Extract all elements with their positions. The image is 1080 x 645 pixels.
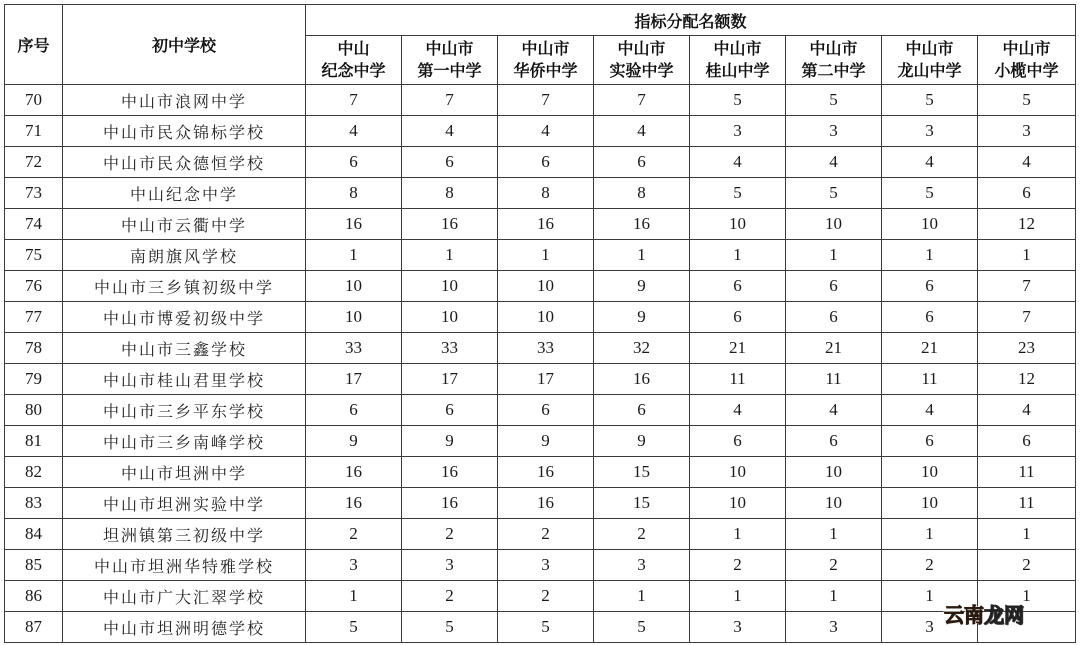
quota-value: 4 <box>690 147 786 178</box>
quota-value: 8 <box>498 178 594 209</box>
quota-value: 2 <box>498 519 594 550</box>
table-row <box>5 116 1076 147</box>
header-line1: 中山市 <box>521 39 570 58</box>
quota-value: 3 <box>402 550 498 581</box>
quota-value: 3 <box>690 612 786 643</box>
quota-value: 10 <box>402 271 498 302</box>
quota-value: 1 <box>978 519 1076 550</box>
quota-value: 1 <box>498 240 594 271</box>
quota-value: 21 <box>786 333 882 364</box>
table-row <box>5 302 1076 333</box>
school-name: 中山市坦洲实验中学 <box>63 488 306 519</box>
header-target-school <box>594 36 690 85</box>
quota-value: 16 <box>498 457 594 488</box>
quota-value: 4 <box>594 116 690 147</box>
header-line1: 中山市 <box>1002 39 1051 58</box>
quota-value: 10 <box>882 457 978 488</box>
table-row <box>5 333 1076 364</box>
quota-value: 6 <box>786 271 882 302</box>
quota-value: 5 <box>594 612 690 643</box>
quota-value: 11 <box>786 364 882 395</box>
quota-value: 6 <box>402 395 498 426</box>
school-name: 中山市三乡南峰学校 <box>63 426 306 457</box>
quota-value: 16 <box>306 488 402 519</box>
table-row <box>5 395 1076 426</box>
header-index: 序号 <box>5 5 63 85</box>
quota-value: 4 <box>882 147 978 178</box>
table-row <box>5 85 1076 116</box>
quota-value: 2 <box>978 550 1076 581</box>
row-index: 81 <box>5 426 63 457</box>
row-index: 79 <box>5 364 63 395</box>
quota-value: 2 <box>498 581 594 612</box>
table-header <box>5 5 1076 85</box>
quota-value: 10 <box>882 488 978 519</box>
quota-value: 10 <box>498 302 594 333</box>
school-name: 中山市民众德恒学校 <box>63 147 306 178</box>
quota-value: 7 <box>594 85 690 116</box>
table-row <box>5 612 1076 643</box>
quota-value: 9 <box>594 302 690 333</box>
school-name: 中山纪念中学 <box>63 178 306 209</box>
header-line2: 第一中学 <box>417 61 482 80</box>
table-row <box>5 550 1076 581</box>
row-index: 83 <box>5 488 63 519</box>
header-target-school <box>786 36 882 85</box>
row-index: 82 <box>5 457 63 488</box>
table-row <box>5 426 1076 457</box>
quota-value: 11 <box>978 488 1076 519</box>
header-line2: 实验中学 <box>609 61 674 80</box>
school-name: 中山市博爱初级中学 <box>63 302 306 333</box>
quota-value: 1 <box>882 581 978 612</box>
header-target-school <box>306 36 402 85</box>
quota-value: 5 <box>690 85 786 116</box>
quota-value: 16 <box>402 488 498 519</box>
table-row <box>5 457 1076 488</box>
quota-value: 3 <box>882 116 978 147</box>
school-name: 中山市云衢中学 <box>63 209 306 240</box>
quota-value: 9 <box>402 426 498 457</box>
row-index: 86 <box>5 581 63 612</box>
quota-value: 10 <box>786 209 882 240</box>
quota-value: 23 <box>978 333 1076 364</box>
quota-value: 9 <box>594 426 690 457</box>
quota-value: 15 <box>594 488 690 519</box>
quota-value: 9 <box>594 271 690 302</box>
quota-value: 4 <box>978 395 1076 426</box>
row-index: 71 <box>5 116 63 147</box>
quota-value: 1 <box>306 581 402 612</box>
quota-value: 1 <box>402 240 498 271</box>
header-line1: 中山 <box>337 39 370 58</box>
table-row <box>5 240 1076 271</box>
header-line2: 小榄中学 <box>994 61 1059 80</box>
quota-value: 16 <box>306 457 402 488</box>
quota-value: 6 <box>978 426 1076 457</box>
quota-value: 16 <box>498 488 594 519</box>
school-name: 中山市三鑫学校 <box>63 333 306 364</box>
quota-value: 17 <box>306 364 402 395</box>
header-line1: 中山市 <box>809 39 858 58</box>
quota-value: 1 <box>786 519 882 550</box>
row-index: 78 <box>5 333 63 364</box>
quota-value: 32 <box>594 333 690 364</box>
quota-value: 3 <box>594 550 690 581</box>
header-line1: 中山市 <box>905 39 954 58</box>
quota-value: 33 <box>498 333 594 364</box>
quota-value: 1 <box>882 240 978 271</box>
quota-value: 5 <box>882 178 978 209</box>
quota-value: 33 <box>402 333 498 364</box>
quota-value: 5 <box>306 612 402 643</box>
quota-value: 6 <box>882 302 978 333</box>
quota-value: 2 <box>594 519 690 550</box>
quota-value: 5 <box>786 85 882 116</box>
quota-value: 6 <box>498 147 594 178</box>
quota-value: 4 <box>498 116 594 147</box>
quota-value: 7 <box>978 271 1076 302</box>
quota-value: 1 <box>978 240 1076 271</box>
quota-value: 5 <box>402 612 498 643</box>
quota-value: 12 <box>978 364 1076 395</box>
header-target-school <box>690 36 786 85</box>
school-name: 中山市广大汇翠学校 <box>63 581 306 612</box>
quota-value: 6 <box>690 302 786 333</box>
quota-value: 3 <box>786 116 882 147</box>
header-line2: 纪念中学 <box>321 61 386 80</box>
school-name: 中山市浪网中学 <box>63 85 306 116</box>
school-name: 中山市坦洲中学 <box>63 457 306 488</box>
header-quota-group: 指标分配名额数 <box>306 5 1076 36</box>
quota-value: 1 <box>786 581 882 612</box>
school-name: 中山市三乡镇初级中学 <box>63 271 306 302</box>
quota-value: 4 <box>978 147 1076 178</box>
quota-value: 2 <box>690 550 786 581</box>
school-name: 中山市民众锦标学校 <box>63 116 306 147</box>
quota-value: 3 <box>978 116 1076 147</box>
quota-value: 10 <box>882 209 978 240</box>
quota-value: 2 <box>882 550 978 581</box>
header-line2: 桂山中学 <box>705 61 770 80</box>
quota-value: 17 <box>402 364 498 395</box>
table-row <box>5 178 1076 209</box>
quota-value: 1 <box>594 581 690 612</box>
school-name: 中山市坦洲明德学校 <box>63 612 306 643</box>
school-name: 中山市三乡平东学校 <box>63 395 306 426</box>
quota-value: 2 <box>786 550 882 581</box>
watermark-part2: 龙网 <box>984 603 1024 627</box>
quota-value: 6 <box>594 395 690 426</box>
quota-value: 6 <box>306 395 402 426</box>
quota-value: 11 <box>882 364 978 395</box>
quota-value: 4 <box>690 395 786 426</box>
quota-value: 3 <box>306 550 402 581</box>
quota-value: 4 <box>306 116 402 147</box>
row-index: 85 <box>5 550 63 581</box>
quota-value: 7 <box>306 85 402 116</box>
quota-value: 16 <box>306 209 402 240</box>
quota-value: 7 <box>978 302 1076 333</box>
quota-value: 16 <box>594 364 690 395</box>
row-index: 70 <box>5 85 63 116</box>
header-line1: 中山市 <box>425 39 474 58</box>
header-target-school <box>402 36 498 85</box>
quota-value: 4 <box>786 395 882 426</box>
quota-value: 6 <box>786 426 882 457</box>
quota-value: 10 <box>498 271 594 302</box>
quota-value: 10 <box>306 271 402 302</box>
school-name: 中山市桂山君里学校 <box>63 364 306 395</box>
quota-value: 2 <box>306 519 402 550</box>
table-row <box>5 271 1076 302</box>
table-row <box>5 147 1076 178</box>
watermark-part1: 云南 <box>944 603 984 627</box>
quota-value: 6 <box>306 147 402 178</box>
row-index: 75 <box>5 240 63 271</box>
header-target-school <box>978 36 1076 85</box>
quota-value: 9 <box>306 426 402 457</box>
quota-value: 1 <box>690 581 786 612</box>
quota-value: 1 <box>786 240 882 271</box>
school-name: 坦洲镇第三初级中学 <box>63 519 306 550</box>
table-body <box>5 85 1076 643</box>
quota-value: 5 <box>786 178 882 209</box>
row-index: 76 <box>5 271 63 302</box>
header-line2: 华侨中学 <box>513 61 578 80</box>
header-line1: 中山市 <box>617 39 666 58</box>
quota-value: 3 <box>786 612 882 643</box>
quota-value: 1 <box>306 240 402 271</box>
quota-value: 8 <box>306 178 402 209</box>
quota-value: 10 <box>690 488 786 519</box>
quota-value: 7 <box>402 85 498 116</box>
table-row <box>5 488 1076 519</box>
quota-value: 9 <box>498 426 594 457</box>
table-row <box>5 364 1076 395</box>
quota-value: 8 <box>594 178 690 209</box>
quota-value: 16 <box>402 209 498 240</box>
quota-value: 3 <box>690 116 786 147</box>
row-index: 87 <box>5 612 63 643</box>
quota-value: 6 <box>402 147 498 178</box>
quota-value: 1 <box>690 240 786 271</box>
header-target-school <box>882 36 978 85</box>
quota-value: 1 <box>978 581 1076 612</box>
quota-value: 6 <box>882 426 978 457</box>
quota-value: 10 <box>786 457 882 488</box>
header-target-school <box>498 36 594 85</box>
quota-value: 4 <box>882 395 978 426</box>
quota-value: 21 <box>690 333 786 364</box>
quota-value: 2 <box>402 581 498 612</box>
quota-value: 3 <box>882 612 978 643</box>
quota-value: 6 <box>498 395 594 426</box>
school-name: 南朗旗风学校 <box>63 240 306 271</box>
header-line2: 第二中学 <box>801 61 866 80</box>
quota-value: 6 <box>690 426 786 457</box>
header-line2: 龙山中学 <box>897 61 962 80</box>
quota-value: 10 <box>786 488 882 519</box>
quota-value: 6 <box>978 178 1076 209</box>
quota-value: 17 <box>498 364 594 395</box>
quota-value: 33 <box>306 333 402 364</box>
table-row <box>5 581 1076 612</box>
quota-value: 3 <box>498 550 594 581</box>
header-line1: 中山市 <box>713 39 762 58</box>
quota-value: 12 <box>978 209 1076 240</box>
quota-value: 6 <box>786 302 882 333</box>
quota-value: 1 <box>594 240 690 271</box>
table-row <box>5 209 1076 240</box>
row-index: 80 <box>5 395 63 426</box>
quota-value: 16 <box>594 209 690 240</box>
site-watermark <box>944 603 1024 627</box>
quota-value: 21 <box>882 333 978 364</box>
quota-value: 16 <box>498 209 594 240</box>
row-index: 77 <box>5 302 63 333</box>
row-index: 84 <box>5 519 63 550</box>
quota-value: 10 <box>690 457 786 488</box>
quota-value: 2 <box>402 519 498 550</box>
quota-value: 1 <box>882 519 978 550</box>
quota-value: 7 <box>498 85 594 116</box>
quota-value: 6 <box>690 271 786 302</box>
quota-value: 1 <box>690 519 786 550</box>
quota-value: 6 <box>594 147 690 178</box>
row-index: 72 <box>5 147 63 178</box>
quota-value: 11 <box>978 457 1076 488</box>
quota-value: 10 <box>402 302 498 333</box>
quota-value: 5 <box>498 612 594 643</box>
quota-value: 5 <box>690 178 786 209</box>
quota-value: 5 <box>882 85 978 116</box>
quota-value: 10 <box>690 209 786 240</box>
quota-value: 10 <box>306 302 402 333</box>
table-row <box>5 519 1076 550</box>
quota-value: 16 <box>402 457 498 488</box>
quota-value: 4 <box>786 147 882 178</box>
quota-value: 11 <box>690 364 786 395</box>
quota-value: 8 <box>402 178 498 209</box>
school-name: 中山市坦洲华特雅学校 <box>63 550 306 581</box>
quota-value: 5 <box>978 85 1076 116</box>
quota-allocation-table <box>4 4 1076 643</box>
row-index: 73 <box>5 178 63 209</box>
quota-value: 15 <box>594 457 690 488</box>
row-index: 74 <box>5 209 63 240</box>
quota-value: 4 <box>402 116 498 147</box>
quota-value: 6 <box>882 271 978 302</box>
header-school: 初中学校 <box>63 5 306 85</box>
